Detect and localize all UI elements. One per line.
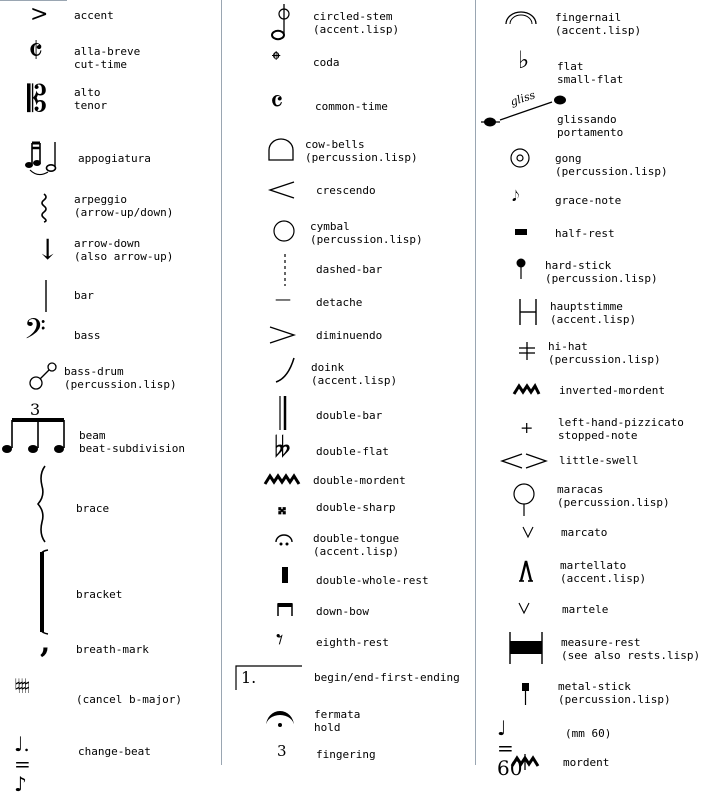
hi-hat-icon [518, 342, 536, 360]
grace-note-icon: 𝆕 [512, 182, 520, 207]
doink-icon [274, 356, 296, 384]
appogiatura-icon [24, 140, 60, 180]
alto-clef-icon: 𝄡 [27, 79, 48, 120]
mm-label: (mm 60) [565, 727, 612, 740]
double-mordent-icon [265, 474, 301, 486]
dashed-bar-icon [283, 254, 287, 286]
brace-icon [36, 466, 50, 542]
fingering-icon: 3 [277, 742, 287, 760]
bass-drum-icon [28, 362, 58, 392]
detache-label: detache [316, 296, 363, 309]
down-bow-icon [276, 602, 294, 616]
diminuendo-label: diminuendo [316, 329, 383, 342]
down-bow-label: down-bow [316, 605, 369, 618]
arrow-down-label: arrow-down (also arrow-up) [74, 237, 174, 263]
eighth-rest-label: eighth-rest [316, 636, 389, 649]
marcato-icon [522, 526, 534, 538]
double-flat-icon: 𝄫 [274, 431, 291, 464]
cymbal-label: cymbal (percussion.lisp) [310, 220, 423, 246]
metronome-mark-icon: ♩ = 60 [497, 716, 523, 780]
double-whole-rest-label: double-whole-rest [316, 574, 429, 587]
fingernail-icon [504, 10, 538, 26]
coda-icon: 𝄌 [272, 46, 281, 74]
change-beat-icon: ♩. = ♪ [14, 732, 31, 796]
measure-rest-icon [508, 632, 544, 664]
alla-breve-label: alla-breve cut-time [74, 45, 141, 71]
double-flat-label: double-flat [316, 445, 389, 458]
half-rest-icon [514, 228, 528, 236]
fingernail-label: fingernail (accent.lisp) [555, 11, 642, 37]
cow-bells-icon [267, 138, 295, 162]
hauptstimme-label: hauptstimme (accent.lisp) [550, 300, 637, 326]
double-tongue-icon [274, 534, 294, 548]
martele-icon [518, 602, 530, 614]
martellato-label: martellato (accent.lisp) [560, 559, 647, 585]
maracas-label: maracas (percussion.lisp) [557, 483, 670, 509]
bracket-label: bracket [76, 588, 123, 601]
hauptstimme-icon [518, 299, 540, 325]
cymbal-icon [272, 219, 296, 243]
dashed-bar-label: dashed-bar [316, 263, 383, 276]
circled-stem-icon [270, 4, 290, 42]
accent-icon: > [30, 2, 49, 27]
double-bar-label: double-bar [316, 409, 383, 422]
common-time-icon: 𝄴 [270, 85, 284, 120]
martele-label: martele [562, 603, 609, 616]
bass-clef-icon: 𝄢 [24, 313, 46, 353]
glissando-label: glissando portamento [557, 113, 624, 139]
glissando-text: gliss [508, 88, 537, 109]
metal-stick-label: metal-stick (percussion.lisp) [558, 680, 671, 706]
double-tongue-label: double-tongue (accent.lisp) [313, 532, 400, 558]
grace-note-label: grace-note [555, 194, 622, 207]
fermata-icon [264, 706, 296, 730]
column-divider-2 [475, 0, 476, 765]
bar-icon [44, 280, 48, 312]
bar-label: bar [74, 289, 94, 302]
bass-drum-label: bass-drum (percussion.lisp) [64, 365, 177, 391]
breath-mark-label: breath-mark [76, 643, 149, 656]
crescendo-label: crescendo [316, 184, 376, 197]
beam-icon [2, 418, 68, 456]
double-whole-rest-icon [281, 566, 289, 584]
flat-label: flat small-flat [557, 60, 624, 86]
gong-icon [509, 147, 531, 169]
diminuendo-icon [268, 325, 296, 345]
top-rule [0, 0, 67, 1]
metal-stick-icon [522, 681, 530, 705]
fermata-label: fermata hold [314, 708, 361, 734]
left-hand-pizzicato-label: left-hand-pizzicato stopped-note [558, 416, 684, 442]
mordent-icon [512, 754, 540, 770]
martellato-icon [518, 560, 534, 582]
beam-tuplet-number: 3 [30, 400, 41, 419]
bracket-icon [38, 550, 52, 634]
left-hand-pizzicato-icon: + [520, 418, 534, 437]
common-time-label: common-time [315, 100, 388, 113]
doink-label: doink (accent.lisp) [311, 361, 398, 387]
coda-label: coda [313, 56, 340, 69]
double-sharp-label: double-sharp [316, 501, 396, 514]
arpeggio-label: arpeggio (arrow-up/down) [74, 193, 174, 219]
first-ending-label: begin/end-first-ending [314, 671, 460, 684]
alla-breve-icon: 𝄵 [28, 31, 44, 71]
appogiatura-label: appogiatura [78, 152, 151, 165]
hi-hat-label: hi-hat (percussion.lisp) [548, 340, 661, 366]
arrow-down-icon: ↓ [36, 233, 60, 266]
gong-label: gong (percussion.lisp) [555, 152, 668, 178]
hard-stick-icon [516, 257, 526, 279]
maracas-icon [512, 482, 536, 516]
fingering-label: fingering [316, 748, 376, 761]
alto-label: alto tenor [74, 86, 108, 112]
cancel-label: (cancel b-major) [76, 693, 182, 706]
double-sharp-icon: 𝄪 [278, 498, 287, 519]
accent-label: accent [74, 9, 114, 22]
column-divider-1 [221, 0, 222, 765]
bass-label: bass [74, 329, 101, 342]
crescendo-icon [268, 180, 296, 200]
breath-mark-icon: , [40, 625, 51, 660]
marcato-label: marcato [561, 526, 608, 539]
flat-icon: ♭ [518, 46, 530, 74]
double-mordent-label: double-mordent [313, 474, 406, 487]
measure-rest-label: measure-rest (see also rests.lisp) [561, 636, 701, 662]
double-bar-icon [278, 396, 288, 430]
little-swell-icon [500, 452, 548, 470]
eighth-rest-icon: 𝄾 [276, 623, 284, 656]
cancel-naturals-icon: ♮♮♮♮ [14, 674, 27, 698]
detache-icon: — [275, 289, 291, 308]
beam-label: beam beat-subdivision [79, 429, 185, 455]
hard-stick-label: hard-stick (percussion.lisp) [545, 259, 658, 285]
cow-bells-label: cow-bells (percussion.lisp) [305, 138, 418, 164]
inverted-mordent-label: inverted-mordent [559, 384, 665, 397]
little-swell-label: little-swell [559, 454, 639, 467]
brace-label: brace [76, 502, 110, 515]
arpeggio-icon [40, 194, 50, 222]
circled-stem-label: circled-stem (accent.lisp) [313, 10, 400, 36]
half-rest-label: half-rest [555, 227, 615, 240]
first-ending-number: 1. [241, 668, 257, 687]
inverted-mordent-icon [514, 384, 540, 396]
change-beat-label: change-beat [78, 745, 151, 758]
mordent-label: mordent [563, 756, 610, 769]
